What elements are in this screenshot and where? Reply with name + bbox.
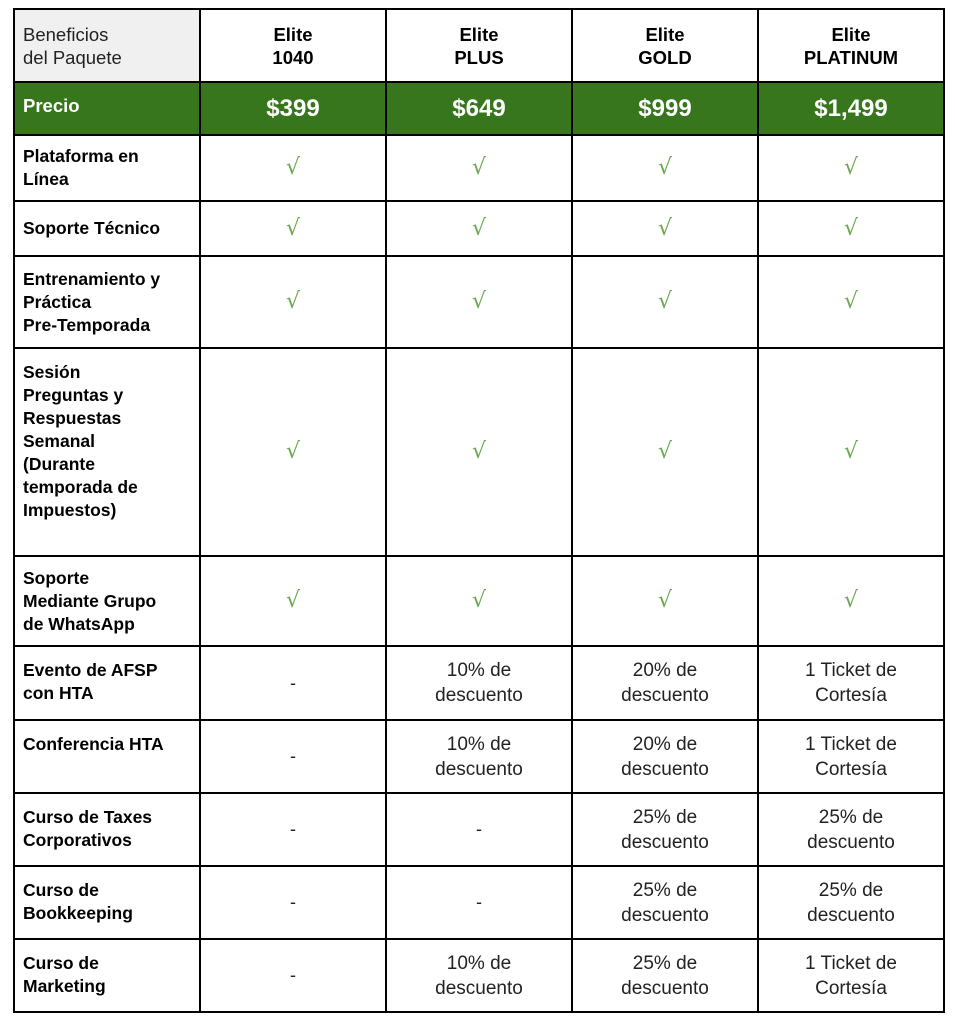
table-row [14, 720, 944, 793]
feature-label-line: Plataforma en [23, 146, 139, 166]
checkmark-icon: √ [285, 155, 301, 180]
feature-cell [758, 201, 944, 256]
plan-header-elite-gold [572, 9, 758, 82]
cell-value: - [290, 746, 296, 766]
cell-value: 10% de [446, 733, 512, 755]
feature-cell [200, 201, 386, 256]
feature-cell [200, 939, 386, 1012]
feature-cell [386, 256, 572, 348]
feature-cell [758, 720, 944, 793]
cell-value: descuento [435, 758, 523, 780]
feature-label-line: de WhatsApp [23, 613, 135, 634]
feature-label-line: Respuestas [23, 408, 122, 428]
plan-header-elite-1040 [200, 9, 386, 82]
cell-value: 25% de [818, 879, 884, 901]
checkmark-icon: √ [471, 439, 487, 464]
feature-cell [386, 348, 572, 556]
feature-cell [200, 866, 386, 939]
feature-cell [758, 348, 944, 556]
cell-value: descuento [621, 758, 709, 780]
feature-cell [386, 135, 572, 201]
feature-cell [758, 866, 944, 939]
feature-label-afsp [14, 646, 200, 720]
feature-label-line: Pre-Temporada [23, 314, 151, 335]
checkmark-icon: √ [285, 588, 301, 613]
feature-label-line: Soporte Técnico [23, 218, 161, 238]
feature-cell [386, 866, 572, 939]
cell-value: Cortesía [815, 977, 887, 999]
price-elite-plus: $649 [386, 82, 572, 135]
feature-cell [572, 256, 758, 348]
cell-value: 25% de [632, 952, 698, 974]
feature-cell [572, 939, 758, 1012]
feature-label-line: Preguntas y [23, 385, 124, 405]
feature-cell [386, 720, 572, 793]
checkmark-icon: √ [471, 215, 487, 241]
plan-name-line1: Elite [645, 23, 685, 45]
benefits-header-line2: del Paquete [23, 46, 122, 68]
feature-label-line: Mediante Grupo [23, 590, 157, 611]
checkmark-icon: √ [843, 289, 859, 314]
feature-cell [572, 135, 758, 201]
feature-cell [572, 793, 758, 866]
checkmark-icon: √ [843, 439, 859, 464]
table-row [14, 646, 944, 720]
feature-cell [758, 939, 944, 1012]
cell-value: 10% de [446, 952, 512, 974]
plan-name-line2: PLATINUM [803, 46, 899, 68]
benefits-header-cell [14, 9, 200, 82]
feature-cell [386, 793, 572, 866]
checkmark-icon: √ [471, 289, 487, 314]
plan-name-line2: 1040 [272, 46, 314, 68]
feature-cell [572, 720, 758, 793]
feature-label-line: temporada de [23, 477, 138, 497]
plan-name-line1: Elite [273, 23, 313, 45]
checkmark-icon: √ [657, 215, 673, 241]
benefits-header-line1: Beneficios [23, 23, 109, 45]
feature-label-line: Bookkeeping [23, 903, 133, 923]
table-row [14, 135, 944, 201]
feature-label-line: Soporte [23, 567, 90, 588]
feature-cell [200, 793, 386, 866]
cell-value: descuento [807, 831, 895, 853]
checkmark-icon: √ [285, 439, 301, 464]
feature-cell [572, 348, 758, 556]
feature-label-line: Práctica [23, 291, 92, 312]
checkmark-icon: √ [285, 215, 301, 241]
feature-label-line: Curso de [23, 953, 99, 973]
cell-value: 1 Ticket de [805, 660, 897, 681]
table-row [14, 939, 944, 1012]
price-row [14, 82, 944, 135]
price-label: Precio [14, 82, 200, 135]
feature-cell [758, 793, 944, 866]
feature-cell [200, 646, 386, 720]
checkmark-icon: √ [471, 155, 487, 180]
cell-value: - [290, 892, 296, 912]
cell-value: 1 Ticket de [805, 952, 897, 974]
feature-label-line: Curso de [23, 880, 99, 900]
feature-cell [386, 201, 572, 256]
pricing-comparison-table [13, 8, 945, 1013]
feature-label-whatsapp [14, 556, 200, 646]
feature-label-line: Semanal [23, 431, 95, 451]
feature-cell [386, 939, 572, 1012]
feature-label-line: Línea [23, 169, 69, 189]
cell-value: descuento [435, 685, 523, 706]
cell-value: 1 Ticket de [805, 733, 897, 755]
cell-value: - [476, 892, 482, 912]
cell-value: 20% de [632, 733, 698, 755]
plan-name-line2: PLUS [454, 46, 504, 68]
table-row [14, 348, 944, 556]
checkmark-icon: √ [657, 155, 673, 180]
feature-cell [572, 556, 758, 646]
feature-cell [200, 256, 386, 348]
feature-label-line: Sesión [23, 362, 81, 382]
plan-name-line2: GOLD [638, 46, 692, 68]
feature-cell [572, 646, 758, 720]
feature-label-plataforma [14, 135, 200, 201]
cell-value: 25% de [818, 806, 884, 828]
checkmark-icon: √ [843, 588, 859, 613]
cell-value: - [290, 965, 296, 985]
feature-cell [572, 866, 758, 939]
feature-label-line: Marketing [23, 976, 106, 996]
feature-label-taxes-corporativos [14, 793, 200, 866]
cell-value: 25% de [632, 806, 698, 828]
price-elite-1040: $399 [200, 82, 386, 135]
feature-cell [386, 556, 572, 646]
table-header-row [14, 9, 944, 82]
feature-cell [758, 556, 944, 646]
table-row [14, 866, 944, 939]
plan-name-line1: Elite [831, 23, 871, 45]
feature-label-marketing [14, 939, 200, 1012]
feature-label-bookkeeping [14, 866, 200, 939]
checkmark-icon: √ [843, 215, 859, 241]
checkmark-icon: √ [657, 588, 673, 613]
feature-cell [200, 556, 386, 646]
cell-value: - [290, 819, 296, 839]
feature-label-line: Entrenamiento y [23, 268, 161, 289]
feature-label-line: Corporativos [23, 830, 132, 850]
table-row [14, 256, 944, 348]
feature-label-line: Evento de AFSP [23, 660, 158, 680]
cell-value: Cortesía [815, 758, 887, 780]
cell-value: descuento [435, 977, 523, 999]
price-elite-platinum: $1,499 [758, 82, 944, 135]
checkmark-icon: √ [285, 289, 301, 314]
feature-label-sesion-preguntas [14, 348, 200, 556]
price-elite-gold: $999 [572, 82, 758, 135]
cell-value: descuento [621, 904, 709, 926]
table-row [14, 793, 944, 866]
cell-value: 20% de [632, 660, 698, 681]
feature-label-line: (Durante [23, 454, 95, 474]
feature-cell [386, 646, 572, 720]
cell-value: descuento [621, 831, 709, 853]
feature-label-line: Conferencia HTA [23, 734, 164, 754]
cell-value: descuento [621, 977, 709, 999]
plan-header-elite-plus [386, 9, 572, 82]
plan-name-line1: Elite [459, 23, 499, 45]
feature-cell [572, 201, 758, 256]
cell-value: descuento [621, 685, 709, 706]
feature-cell [200, 348, 386, 556]
cell-value: descuento [807, 904, 895, 926]
cell-value: - [476, 819, 482, 839]
checkmark-icon: √ [657, 439, 673, 464]
feature-cell [200, 720, 386, 793]
feature-label-conferencia [14, 720, 200, 793]
table-row [14, 201, 944, 256]
feature-cell [200, 135, 386, 201]
cell-value: Cortesía [815, 685, 887, 706]
checkmark-icon: √ [471, 588, 487, 613]
feature-cell [758, 646, 944, 720]
feature-label-line: con HTA [23, 683, 94, 703]
cell-value: 10% de [446, 660, 512, 681]
cell-value: - [290, 672, 296, 693]
checkmark-icon: √ [843, 155, 859, 180]
checkmark-icon: √ [657, 289, 673, 314]
feature-label-line: Curso de Taxes [23, 807, 153, 827]
plan-header-elite-platinum [758, 9, 944, 82]
feature-label-line: Impuestos) [23, 500, 117, 520]
feature-label-soporte-tecnico [14, 201, 200, 256]
feature-cell [758, 256, 944, 348]
feature-label-entrenamiento [14, 256, 200, 348]
feature-cell [758, 135, 944, 201]
table-row [14, 556, 944, 646]
cell-value: 25% de [632, 879, 698, 901]
